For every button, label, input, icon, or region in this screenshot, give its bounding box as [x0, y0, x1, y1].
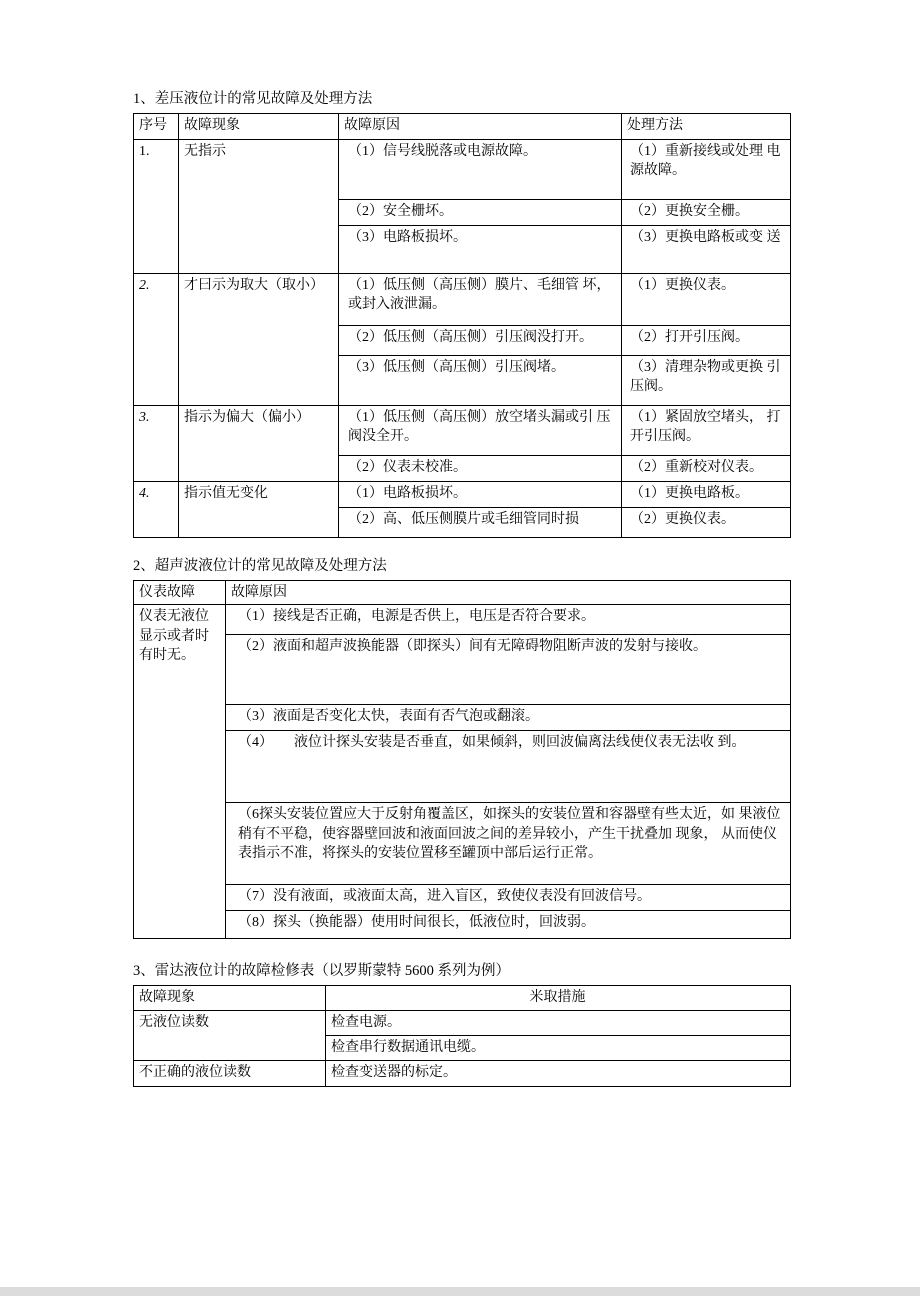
t1-header-phenomenon: 故障现象 — [179, 114, 339, 140]
section-1-title: 1、差压液位计的常见故障及处理方法 — [133, 91, 373, 107]
t3-r2-measure-1: 检查变送器的标定。 — [326, 1060, 791, 1086]
t3-header-phenomenon: 故障现象 — [134, 986, 326, 1010]
t1-g2-solution-3: （3）清理杂物或更换 引 压阀。 — [622, 356, 791, 406]
t3-r1-phenomenon: 无液位读数 — [134, 1010, 326, 1060]
t1-g1-cause-2: （2）安全栅坏。 — [339, 200, 622, 226]
t1-g1-solution-2: （2）更换安全栅。 — [622, 200, 791, 226]
t3-r2-phenomenon: 不正确的液位读数 — [134, 1060, 326, 1086]
t1-g4-cause-1: （1）电路板损坏。 — [339, 482, 622, 508]
table-radar-faults — [133, 985, 791, 1086]
t2-header-cause: 故障原因 — [226, 581, 791, 605]
document-page — [133, 89, 790, 1087]
t1-g1-solution-1: （1）重新接线或处理 电 源故障。 — [622, 140, 791, 200]
t1-g3-phenomenon: 指示为偏大（偏小） — [179, 406, 339, 482]
page-bottom-strip — [0, 1287, 920, 1296]
t1-g3-solution-1: （1）紧固放空堵头， 打 开引压阀。 — [622, 406, 791, 456]
table-ultrasonic-faults — [133, 580, 791, 939]
t1-g3-cause-1: （1）低压侧（高压侧）放空堵头漏或引 压 阀没全开。 — [339, 406, 622, 456]
t1-g2-solution-2: （2）打开引压阀。 — [622, 326, 791, 356]
t2-cause-7: （8）探头（换能器）使用时间很长，低液位时，回波弱。 — [226, 911, 791, 939]
section-radar — [133, 961, 790, 1086]
t2-cause-1: （1）接线是否正确，电源是否供上，电压是否符合要求。 — [226, 605, 791, 635]
t1-g3-solution-2: （2）重新校对仪表。 — [622, 456, 791, 482]
t1-g2-cause-3: （3）低压侧（高压侧）引压阀堵。 — [339, 356, 622, 406]
t1-g4-solution-1: （1）更换电路板。 — [622, 482, 791, 508]
t1-g2-phenomenon: 才曰示为取大（取小） — [179, 274, 339, 406]
t1-g3-cause-2: （2）仪表未校准。 — [339, 456, 622, 482]
t1-g2-no: 2. — [134, 274, 179, 406]
t1-header-seq: 序号 — [134, 114, 179, 140]
t1-header-cause: 故障原因 — [339, 114, 622, 140]
t3-r1-measure-1: 检查电源。 — [326, 1010, 791, 1035]
section-ultrasonic — [133, 556, 790, 939]
t1-g1-cause-1: （1）信号线脱落或电源故障。 — [339, 140, 622, 200]
section-diff-pressure — [133, 89, 790, 538]
t2-cause-3: （3）液面是否变化太快，表面有否气泡或翻滚。 — [226, 705, 791, 731]
t2-cause-6: （7）没有液面，或液面太高，进入盲区，致使仪表没有回波信号。 — [226, 885, 791, 911]
t1-g2-solution-1: （1）更换仪表。 — [622, 274, 791, 326]
t1-g1-phenomenon: 无指示 — [179, 140, 339, 274]
t2-cause-2: （2）液面和超声波换能器（即探头）间有无障碍物阻断声波的发射与接收。 — [226, 635, 791, 705]
t1-header-solution: 处理方法 — [622, 114, 791, 140]
t2-cause-5: （6探头安装位置应大于反射角覆盖区，如探头的安装位置和容器壁有些太近，如 果液位稍有不平稳，使容器壁回波和液面回波之间的差异较小，产生干扰叠加 现象， 从而使仪表指示不准，将探头的安装位置移至罐顶中部后运行正常。 — [226, 803, 791, 885]
t2-header-fault: 仪表故障 — [134, 581, 226, 605]
table-diff-pressure-faults — [133, 113, 791, 538]
t3-header-measure: 米取措施 — [326, 986, 791, 1010]
t1-g4-no: 4. — [134, 482, 179, 538]
t3-r1-measure-2: 检查串行数据通讯电缆。 — [326, 1035, 791, 1060]
t1-g1-cause-3: （3）电路板损坏。 — [339, 226, 622, 274]
t1-g1-solution-3: （3）更换电路板或变 送 — [622, 226, 791, 274]
t1-g1-no: 1. — [134, 140, 179, 274]
t1-g4-solution-2: （2）更换仪表。 — [622, 508, 791, 538]
section-3-title: 3、雷达液位计的故障检修表（以罗斯蒙特 5600 系列为例） — [133, 963, 510, 980]
t2-cause-4: （4） 液位计探头安装是否垂直，如果倾斜，则回波偏离法线使仪表无法收 到。 — [226, 731, 791, 803]
t1-g3-no: 3. — [134, 406, 179, 482]
t1-g4-phenomenon: 指示值无变化 — [179, 482, 339, 538]
t2-fault-text: 仪表无液位显示或者时有时无。 — [134, 605, 226, 939]
t1-g2-cause-1: （1）低压侧（高压侧）膜片、毛细管 坏， 或封入液泄漏。 — [339, 274, 622, 326]
t1-g4-cause-2: （2）高、低压侧膜片或毛细管同时损 — [339, 508, 622, 538]
t1-g2-cause-2: （2）低压侧（高压侧）引压阀没打开。 — [339, 326, 622, 356]
section-2-title: 2、超声波液位计的常见故障及处理方法 — [133, 558, 387, 574]
